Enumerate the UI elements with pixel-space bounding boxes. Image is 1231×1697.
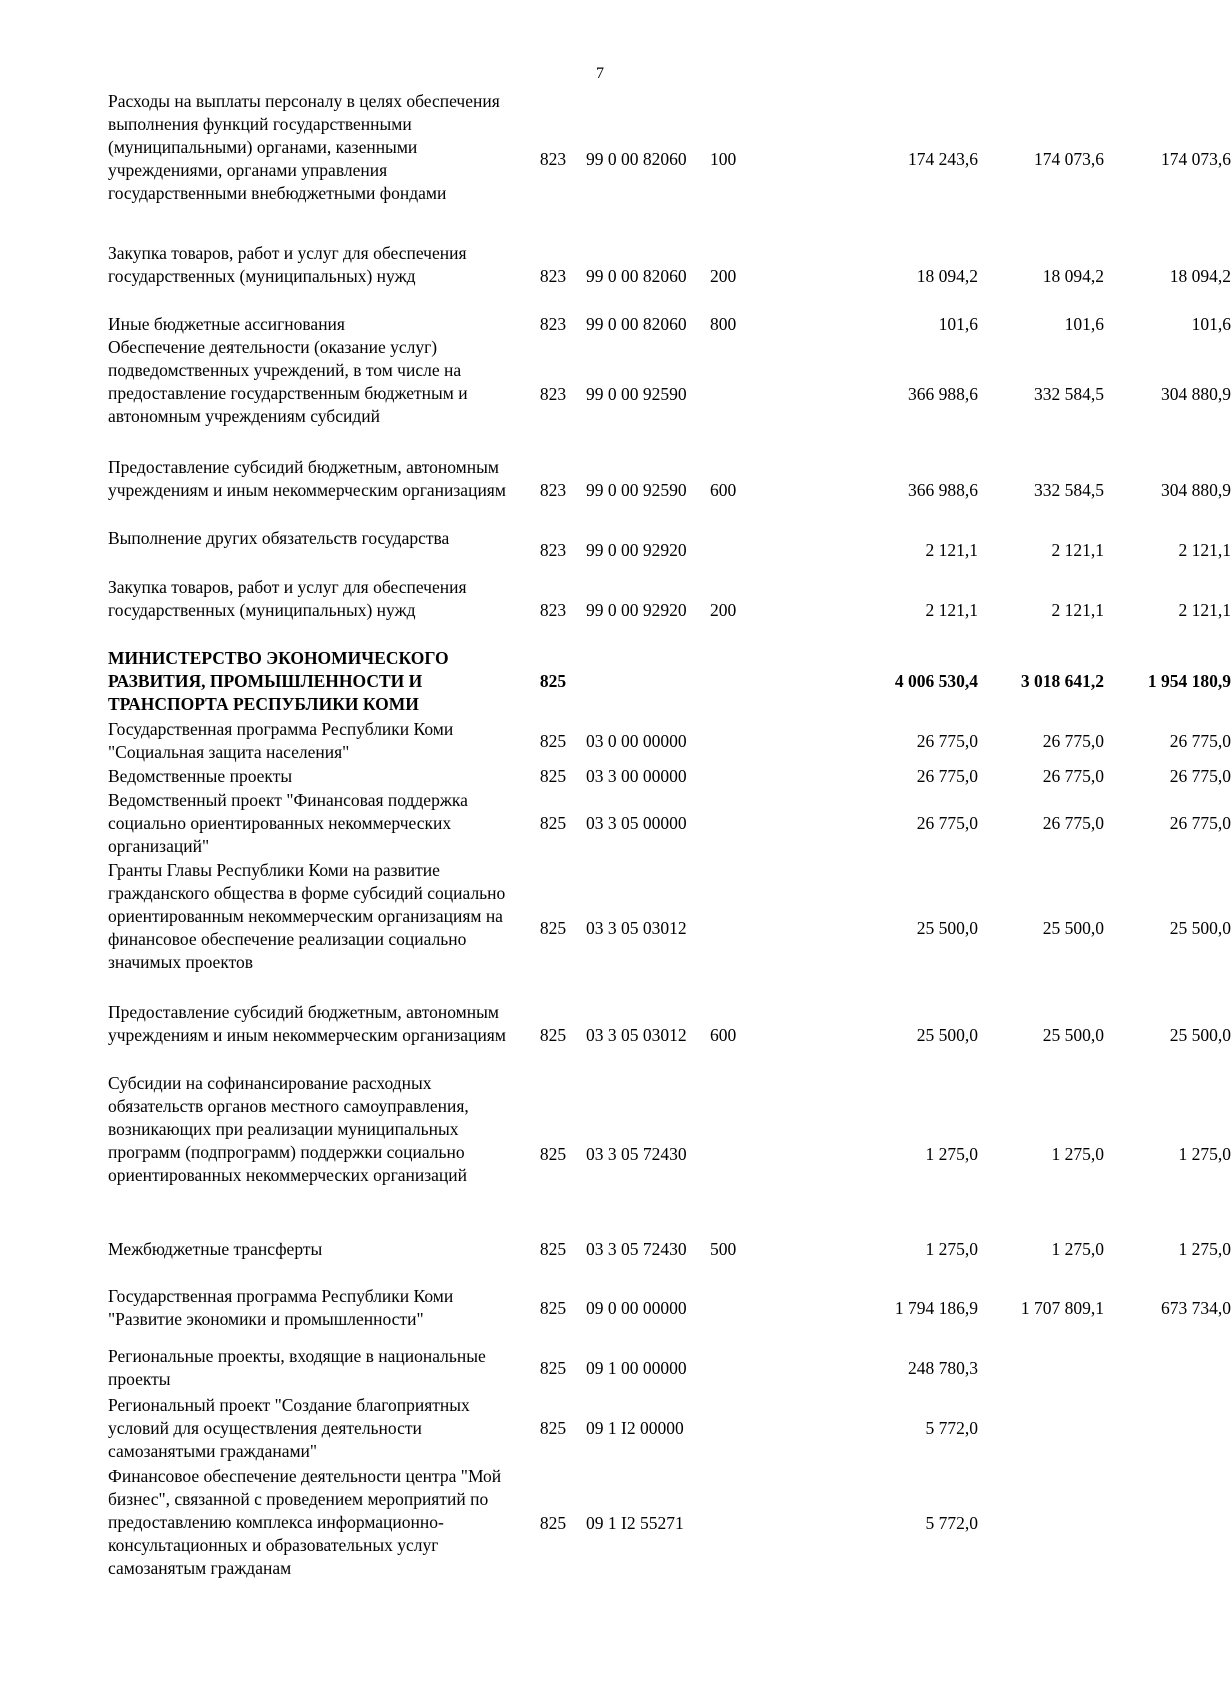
row-sum-2: 25 500,0 (1042, 1025, 1104, 1045)
row-csr: 99 0 00 82060 (586, 266, 687, 286)
row-sum-2: 332 584,5 (1034, 480, 1104, 500)
row-sum-2: 2 121,1 (1051, 600, 1104, 620)
row-name: Государственная программа Республики Коми "Социальная защита населения" (108, 719, 454, 762)
row-csr: 09 0 00 00000 (586, 1298, 687, 1318)
row-ved: 823 (539, 600, 567, 620)
row-name: Расходы на выплаты персоналу в целях обеспечения выполнения функций государственными (муниципальными) органами, казенными учреждениями, органами управления государственными внебюджетными фондами (108, 91, 500, 203)
row-name: Предоставление субсидий бюджетным, автономным учреждениям и иным некоммерческим организациям (108, 1002, 506, 1045)
row-sum-3: 26 775,0 (1169, 813, 1231, 833)
row-name: Предоставление субсидий бюджетным, автономным учреждениям и иным некоммерческим организациям (108, 457, 506, 500)
row-sum-1: 366 988,6 (908, 384, 978, 404)
row-csr: 99 0 00 82060 (586, 149, 687, 169)
row-sum-2: 26 775,0 (1042, 766, 1104, 786)
row-ved: 825 (539, 766, 567, 786)
row-csr: 03 3 05 72430 (586, 1239, 687, 1259)
row-name: Закупка товаров, работ и услуг для обеспечения государственных (муниципальных) нужд (108, 243, 467, 286)
row-sum-2: 1 275,0 (1051, 1239, 1104, 1259)
row-sum-2: 2 121,1 (1051, 540, 1104, 560)
row-sum-2: 174 073,6 (1034, 149, 1104, 169)
row-csr: 03 3 00 00000 (586, 766, 687, 786)
row-sum-2: 18 094,2 (1042, 266, 1104, 286)
row-name: Государственная программа Республики Коми "Развитие экономики и промышленности" (108, 1286, 454, 1329)
row-csr: 03 3 05 00000 (586, 813, 687, 833)
row-sum-1: 2 121,1 (925, 540, 978, 560)
row-vr: 500 (710, 1239, 737, 1259)
row-csr: 99 0 00 82060 (586, 314, 687, 334)
row-sum-3: 2 121,1 (1178, 540, 1231, 560)
row-ved: 823 (539, 384, 567, 404)
row-ved: 825 (539, 1239, 567, 1259)
row-ved: 823 (539, 480, 567, 500)
row-sum-3: 1 275,0 (1178, 1144, 1231, 1164)
row-sum-1: 1 275,0 (925, 1239, 978, 1259)
row-name: Иные бюджетные ассигнования (108, 314, 345, 334)
row-sum-1: 5 772,0 (925, 1513, 978, 1533)
row-vr: 600 (710, 480, 737, 500)
row-ved: 825 (539, 1025, 567, 1045)
row-sum-3: 101,6 (1191, 314, 1231, 334)
row-sum-3: 25 500,0 (1169, 918, 1231, 938)
row-name: Гранты Главы Республики Коми на развитие гражданского общества в форме субсидий социально ориентированным некоммерческим организациям на финансовое обеспечение реализации социально значимых проектов (108, 860, 506, 972)
row-name: Выполнение других обязательств государства (108, 528, 450, 548)
row-csr: 03 0 00 00000 (586, 731, 687, 751)
row-sum-1: 18 094,2 (916, 266, 978, 286)
row-ved: 823 (539, 540, 567, 560)
row-sum-2: 3 018 641,2 (1020, 671, 1104, 691)
row-sum-3: 2 121,1 (1178, 600, 1231, 620)
row-ved: 825 (539, 1298, 567, 1318)
row-csr: 99 0 00 92920 (586, 540, 687, 560)
row-csr: 03 3 05 72430 (586, 1144, 687, 1164)
row-name: Обеспечение деятельности (оказание услуг) подведомственных учреждений, в том числе на предоставление государственным бюджетным и автономным учреждениям субсидий (108, 337, 468, 426)
row-sum-1: 26 775,0 (916, 766, 978, 786)
row-sum-1: 25 500,0 (916, 1025, 978, 1045)
row-sum-1: 248 780,3 (908, 1358, 978, 1378)
row-sum-2: 25 500,0 (1042, 918, 1104, 938)
row-sum-1: 101,6 (938, 314, 978, 334)
row-name: Ведомственные проекты (108, 766, 293, 786)
row-sum-3: 304 880,9 (1161, 384, 1231, 404)
row-csr: 99 0 00 92920 (586, 600, 687, 620)
row-name: Субсидии на софинансирование расходных обязательств органов местного самоуправления, возникающих при реализации муниципальных программ (подпрограмм) поддержки социально ориентированных некоммерческих организаций (108, 1073, 469, 1185)
row-ved: 825 (539, 918, 567, 938)
row-csr: 99 0 00 92590 (586, 480, 687, 500)
row-vr: 200 (710, 266, 737, 286)
row-ved: 825 (539, 671, 567, 691)
row-name: Ведомственный проект "Финансовая поддержка социально ориентированных некоммерческих организаций" (108, 790, 468, 856)
row-sum-3: 1 954 180,9 (1147, 671, 1231, 691)
row-sum-3: 26 775,0 (1169, 766, 1231, 786)
row-sum-3: 25 500,0 (1169, 1025, 1231, 1045)
row-ved: 823 (539, 314, 567, 334)
row-sum-1: 26 775,0 (916, 813, 978, 833)
row-sum-2: 26 775,0 (1042, 813, 1104, 833)
row-sum-3: 673 734,0 (1161, 1298, 1231, 1318)
row-ved: 825 (539, 1144, 567, 1164)
page-number: 7 (596, 65, 604, 82)
row-ved: 825 (539, 731, 567, 751)
row-sum-1: 4 006 530,4 (894, 671, 978, 691)
row-sum-3: 26 775,0 (1169, 731, 1231, 751)
row-sum-1: 366 988,6 (908, 480, 978, 500)
row-name: Региональные проекты, входящие в национальные проекты (108, 1346, 486, 1389)
row-sum-1: 26 775,0 (916, 731, 978, 751)
row-name: Региональный проект "Создание благоприятных условий для осуществления деятельности самозанятыми гражданами" (108, 1395, 470, 1461)
row-vr: 200 (710, 600, 737, 620)
row-sum-3: 1 275,0 (1178, 1239, 1231, 1259)
row-csr: 03 3 05 03012 (586, 918, 687, 938)
row-sum-3: 18 094,2 (1169, 266, 1231, 286)
row-sum-3: 304 880,9 (1161, 480, 1231, 500)
row-sum-1: 1 794 186,9 (894, 1298, 978, 1318)
row-name: Межбюджетные трансферты (108, 1239, 323, 1259)
row-sum-2: 26 775,0 (1042, 731, 1104, 751)
row-name: МИНИСТЕРСТВО ЭКОНОМИЧЕСКОГО РАЗВИТИЯ, ПРОМЫШЛЕННОСТИ И ТРАНСПОРТА РЕСПУБЛИКИ КОМИ (108, 648, 449, 714)
row-vr: 600 (710, 1025, 737, 1045)
row-csr: 09 1 I2 55271 (586, 1513, 684, 1533)
row-ved: 825 (539, 813, 567, 833)
row-sum-2: 101,6 (1064, 314, 1104, 334)
row-ved: 825 (539, 1358, 567, 1378)
row-sum-1: 2 121,1 (925, 600, 978, 620)
row-sum-1: 25 500,0 (916, 918, 978, 938)
row-sum-3: 174 073,6 (1161, 149, 1231, 169)
row-csr: 09 1 00 00000 (586, 1358, 687, 1378)
row-vr: 800 (710, 314, 737, 334)
row-sum-2: 1 707 809,1 (1020, 1298, 1104, 1318)
row-ved: 823 (539, 266, 567, 286)
row-sum-1: 174 243,6 (908, 149, 978, 169)
row-sum-2: 1 275,0 (1051, 1144, 1104, 1164)
row-ved: 825 (539, 1513, 567, 1533)
row-sum-1: 5 772,0 (925, 1418, 978, 1438)
row-ved: 823 (539, 149, 567, 169)
row-sum-2: 332 584,5 (1034, 384, 1104, 404)
row-name: Закупка товаров, работ и услуг для обеспечения государственных (муниципальных) нужд (108, 577, 467, 620)
row-name: Финансовое обеспечение деятельности центра "Мой бизнес", связанной с проведением мероприятий по предоставлению комплекса информационно-консультационных и образовательных услуг самозанятым гражданам (108, 1466, 502, 1578)
row-csr: 09 1 I2 00000 (586, 1418, 684, 1438)
row-vr: 100 (710, 149, 737, 169)
row-sum-1: 1 275,0 (925, 1144, 978, 1164)
row-ved: 825 (539, 1418, 567, 1438)
row-csr: 99 0 00 92590 (586, 384, 687, 404)
row-csr: 03 3 05 03012 (586, 1025, 687, 1045)
